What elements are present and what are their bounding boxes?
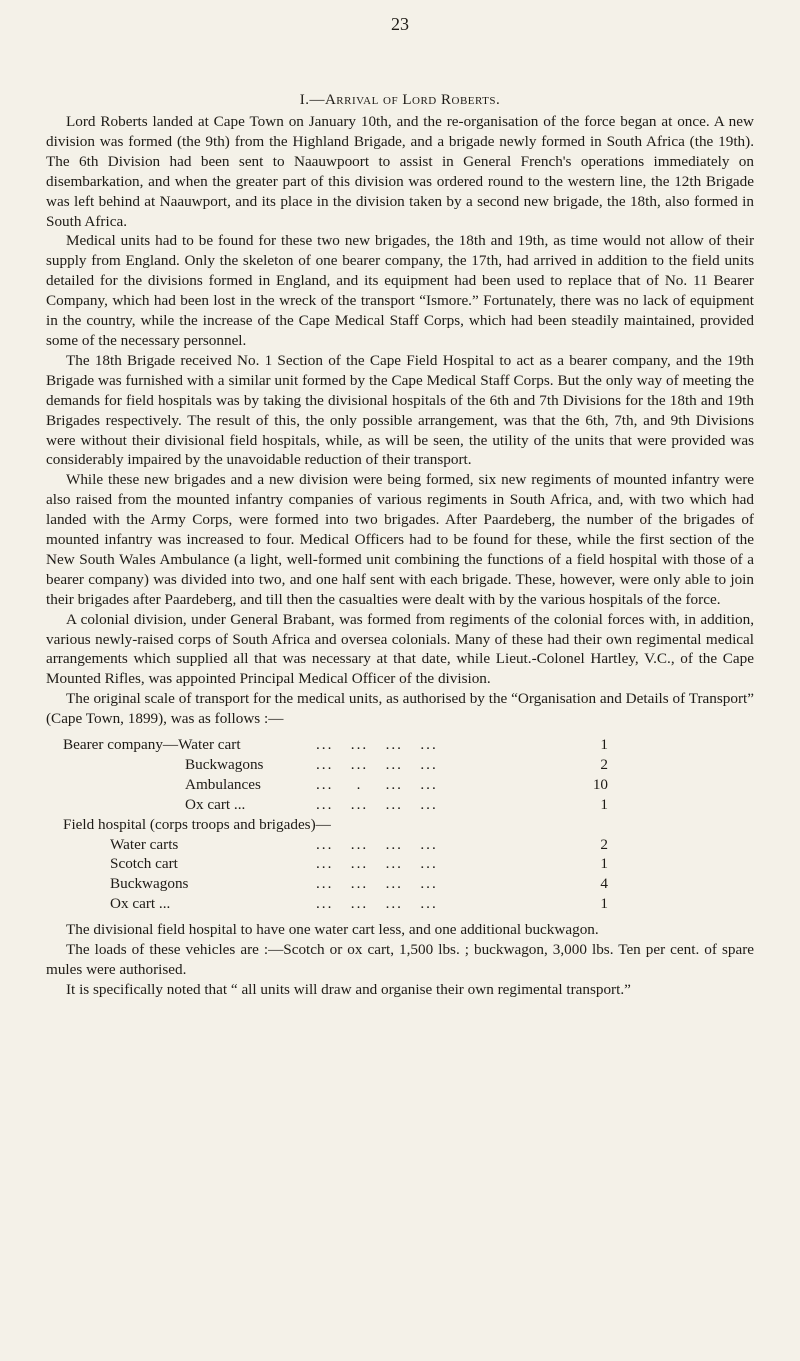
count: 10: [592, 775, 608, 793]
leader-dots: ... . ... ...: [316, 775, 438, 793]
table-row: [46, 835, 754, 855]
leader-dots: ... ... ... ...: [316, 736, 438, 754]
count: 2: [600, 835, 608, 853]
leader-dots: ... ... ... ...: [316, 755, 438, 773]
item-label: Buckwagons: [110, 875, 189, 893]
paragraph: Medical units had to be found for these two new brigades, the 18th and 19th, as time would not allow of their supply from England. Only the skeleton of one bearer company, the 17th, had arrived in addition to the field units detailed for the divisions formed in England, and its equipment had been used to replace that of No. 11 Bearer Company, which had been lost in the wreck of the transport “Ismore.” Fortunately, there was no lack of equipment in the country, while the increase of the Cape Medical Staff Corps, which had been steadily maintained, provided some of the necessary personnel.: [46, 232, 754, 349]
item-label: Buckwagons: [185, 755, 264, 773]
count: 2: [600, 755, 608, 773]
bearer-company-label: Bearer company—Water cart: [63, 736, 241, 754]
paragraph: The loads of these vehicles are :—Scotch or ox cart, 1,500 lbs. ; buckwagon, 3,000 lbs. Ten per cent. of spare mules were authorised.: [46, 941, 754, 978]
table-row: [46, 874, 754, 894]
paragraph: The divisional field hospital to have one water cart less, and one additional buckwagon.: [66, 921, 599, 939]
leader-dots: ... ... ... ...: [316, 795, 438, 813]
item-label: Ox cart ...: [185, 795, 246, 813]
table-row: [46, 775, 754, 795]
paragraph: The 18th Brigade received No. 1 Section of the Cape Field Hospital to act as a bearer company, and the 19th Brigade was furnished with a similar unit formed by the Cape Medical Staff Corps. But the only way of meeting the demands for field hospitals was by taking the divisional hospitals of the 6th and 7th Divisions for the 18th and 19th Brigades respectively. The result of this, the only possible arrangement, was that the 6th, 7th, and 9th Divisions were without their divisional field hospitals, while, as will be seen, the utility of the units that were provided was considerably impaired by the unavoidable reduction of their transport.: [46, 351, 754, 469]
table-row: [46, 795, 754, 815]
paragraph: The original scale of transport for the medical units, as authorised by the “Organisation and Details of Transport” (Cape Town, 1899), was as follows :—: [46, 690, 754, 728]
page-body: [46, 112, 754, 1000]
table-row: [46, 735, 754, 755]
field-hospital-label: Field hospital (corps troops and brigades)—: [63, 815, 331, 833]
item-label: Scotch cart: [110, 855, 178, 873]
paragraph: It is specifically noted that “ all units will draw and organise their own regimental transport.”: [66, 980, 631, 998]
item-label: Ambulances: [185, 775, 261, 793]
leader-dots: ... ... ... ...: [316, 875, 438, 893]
section-heading: I.—Arrival of Lord Roberts.: [299, 92, 501, 108]
paragraph: Lord Roberts landed at Cape Town on January 10th, and the re-organisation of the force began at once. A new division was formed (the 9th) from the Highland Brigade, and a brigade newly formed in South Africa (the 19th). The 6th Division had been sent to Naauwpoort to assist in General French's operations immediately on disembarkation, and when the greater part of this division was ordered round to the western line, the 12th Brigade was left behind at Naauwport, and its place in the division taken by a second new brigade, the 18th, also formed in South Africa.: [46, 113, 754, 230]
transport-table: [46, 735, 754, 914]
table-row: [46, 854, 754, 874]
count: 1: [600, 795, 608, 813]
count: 1: [600, 736, 608, 754]
count: 4: [600, 875, 608, 893]
paragraph: While these new brigades and a new division were being formed, six new regiments of mounted infantry were also raised from the mounted infantry companies of various regiments in South Africa, and, with two which had landed with the Army Corps, were formed into two brigades. After Paardeberg, the number of the brigades of mounted infantry was increased to four. Medical Officers had to be found for these, while the first section of the New South Wales Ambulance (a light, well-formed unit combining the functions of a field hospital with those of a bearer company) was divided into two, and one half sent with each brigade. These, however, were only able to join their brigades after Paardeberg, and till then the casualties were dealt with by the various hospitals of the force.: [46, 471, 754, 608]
table-row: [46, 815, 754, 835]
count: 1: [600, 895, 608, 913]
leader-dots: ... ... ... ...: [316, 895, 438, 913]
leader-dots: ... ... ... ...: [316, 855, 438, 873]
page-number: 23: [391, 14, 409, 34]
count: 1: [600, 855, 608, 873]
table-row: [46, 755, 754, 775]
leader-dots: ... ... ... ...: [316, 835, 438, 853]
item-label: Water carts: [110, 835, 179, 853]
paragraph: A colonial division, under General Brabant, was formed from regiments of the colonial forces with, in addition, various newly-raised corps of South Africa and oversea colonials. Many of these had their own regimental medical arrangements which supplied all that was necessary at that date, while Lieut.-Colonel Hartley, V.C., of the Cape Mounted Rifles, was appointed Principal Medical Officer of the division.: [46, 610, 754, 688]
table-row: [46, 894, 754, 914]
item-label: Ox cart ...: [110, 895, 171, 913]
